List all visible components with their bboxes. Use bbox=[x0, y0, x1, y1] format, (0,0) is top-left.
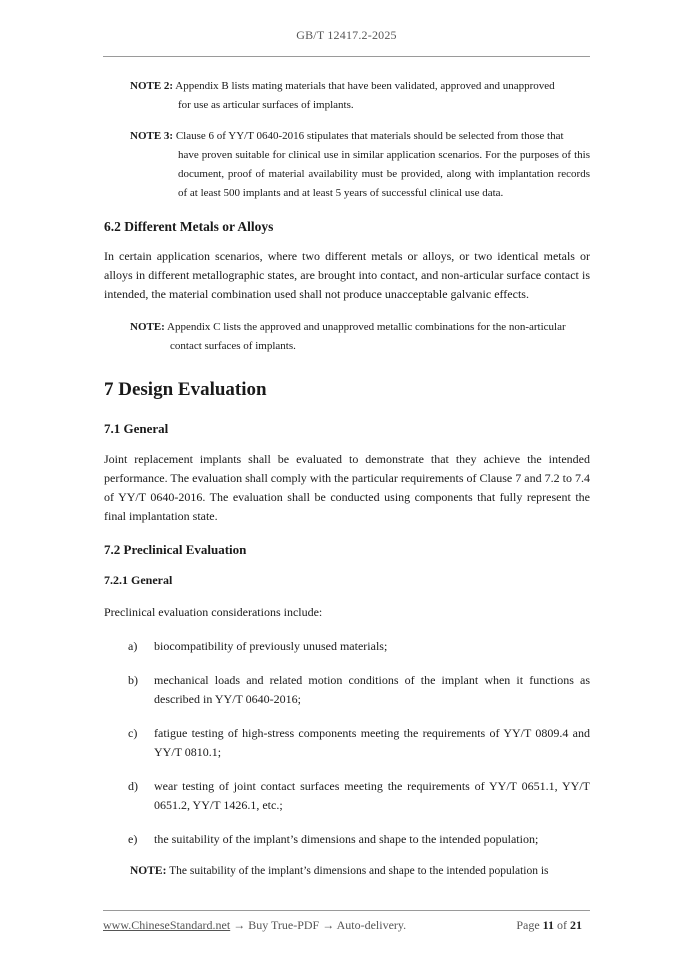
total-pages: 21 bbox=[570, 918, 582, 932]
note-7-2-1 bbox=[130, 862, 590, 881]
chapter-heading-7: 7 Design Evaluation bbox=[104, 379, 267, 400]
page-label: Page bbox=[516, 918, 540, 932]
list-item bbox=[104, 830, 590, 849]
page-content bbox=[104, 68, 590, 881]
note-2 bbox=[130, 77, 590, 115]
page-header bbox=[103, 28, 590, 57]
list-item-text: mechanical loads and related motion conditions of the implant when it functions as described in YY/T 0640-2016; bbox=[154, 673, 590, 706]
page-number bbox=[516, 918, 582, 933]
note-text: The suitability of the implant’s dimensions and shape to the intended population is bbox=[169, 865, 549, 877]
buy-pdf-text: Buy True-PDF bbox=[248, 918, 320, 932]
note-text-continued: for use as articular surfaces of implants. bbox=[178, 99, 354, 111]
list-marker: c) bbox=[128, 726, 138, 740]
list-item bbox=[104, 777, 590, 815]
note-label: NOTE: bbox=[130, 321, 165, 333]
auto-delivery-text: Auto-delivery. bbox=[336, 918, 407, 932]
list-item-text: biocompatibility of previously unused materials; bbox=[154, 639, 388, 653]
current-page: 11 bbox=[542, 918, 554, 932]
note-6-2 bbox=[130, 318, 590, 356]
list-item bbox=[104, 724, 590, 762]
list-item bbox=[104, 637, 590, 656]
section-7-2-1-intro: Preclinical evaluation considerations include: bbox=[104, 605, 323, 619]
section-6-2-paragraph: In certain application scenarios, where two different metals or alloys, or two identical metals or alloys in different metallographic states, are brought into contact, and non-articular surface contact is intended, the material combination used shall not produce unacceptable galvanic effects. bbox=[104, 249, 590, 301]
section-heading-6-2: 6.2 Different Metals or Alloys bbox=[104, 219, 274, 234]
page-footer bbox=[103, 910, 590, 937]
section-heading-7-2: 7.2 Preclinical Evaluation bbox=[104, 542, 247, 557]
list-marker: e) bbox=[128, 832, 138, 846]
note-text: Appendix C lists the approved and unapproved metallic combinations for the non-articular bbox=[167, 321, 566, 333]
of-label: of bbox=[557, 918, 567, 932]
website-link[interactable]: www.ChineseStandard.net bbox=[103, 918, 231, 932]
list-item-text: wear testing of joint contact surfaces meeting the requirements of YY/T 0651.1, YY/T 0651.2, YY/T 1426.1, etc.; bbox=[154, 779, 590, 812]
footer-links bbox=[103, 918, 406, 933]
note-text: Clause 6 of YY/T 0640-2016 stipulates that materials should be selected from those that bbox=[175, 130, 564, 142]
list-item-text: the suitability of the implant’s dimensions and shape to the intended population; bbox=[154, 832, 539, 846]
note-label: NOTE 2: bbox=[130, 80, 174, 92]
list-marker: a) bbox=[128, 639, 138, 653]
note-label: NOTE 3: bbox=[130, 130, 174, 142]
standard-code: GB/T 12417.2-2025 bbox=[296, 28, 397, 42]
arrow-right-icon: → bbox=[233, 918, 246, 932]
note-3 bbox=[130, 127, 590, 203]
list-item-text: fatigue testing of high-stress components meeting the requirements of YY/T 0809.4 and YY/T 0810.1; bbox=[154, 726, 590, 759]
section-7-1-paragraph: Joint replacement implants shall be evaluated to demonstrate that they achieve the intended performance. The evaluation shall comply with the particular requirements of Clause 7 and 7.2 to 7.4 of YY/T 0640-2016. The evaluation shall be conducted using components that fully represent the final implantation state. bbox=[104, 452, 590, 523]
note-label: NOTE: bbox=[130, 865, 167, 877]
arrow-right-icon: → bbox=[322, 918, 335, 932]
note-text: Appendix B lists mating materials that have been validated, approved and unapproved bbox=[175, 80, 555, 92]
list-item bbox=[104, 671, 590, 709]
note-text-continued: contact surfaces of implants. bbox=[170, 340, 296, 352]
list-marker: b) bbox=[128, 673, 138, 687]
section-heading-7-1: 7.1 General bbox=[104, 421, 169, 436]
note-text-continued: have proven suitable for clinical use in similar application scenarios. For the purposes of this document, proof of material availability must be provided, along with implantation records of at least 500 implants and at least 5 years of successful clinical use data. bbox=[178, 149, 590, 199]
list-marker: d) bbox=[128, 779, 138, 793]
section-heading-7-2-1: 7.2.1 General bbox=[104, 573, 173, 587]
